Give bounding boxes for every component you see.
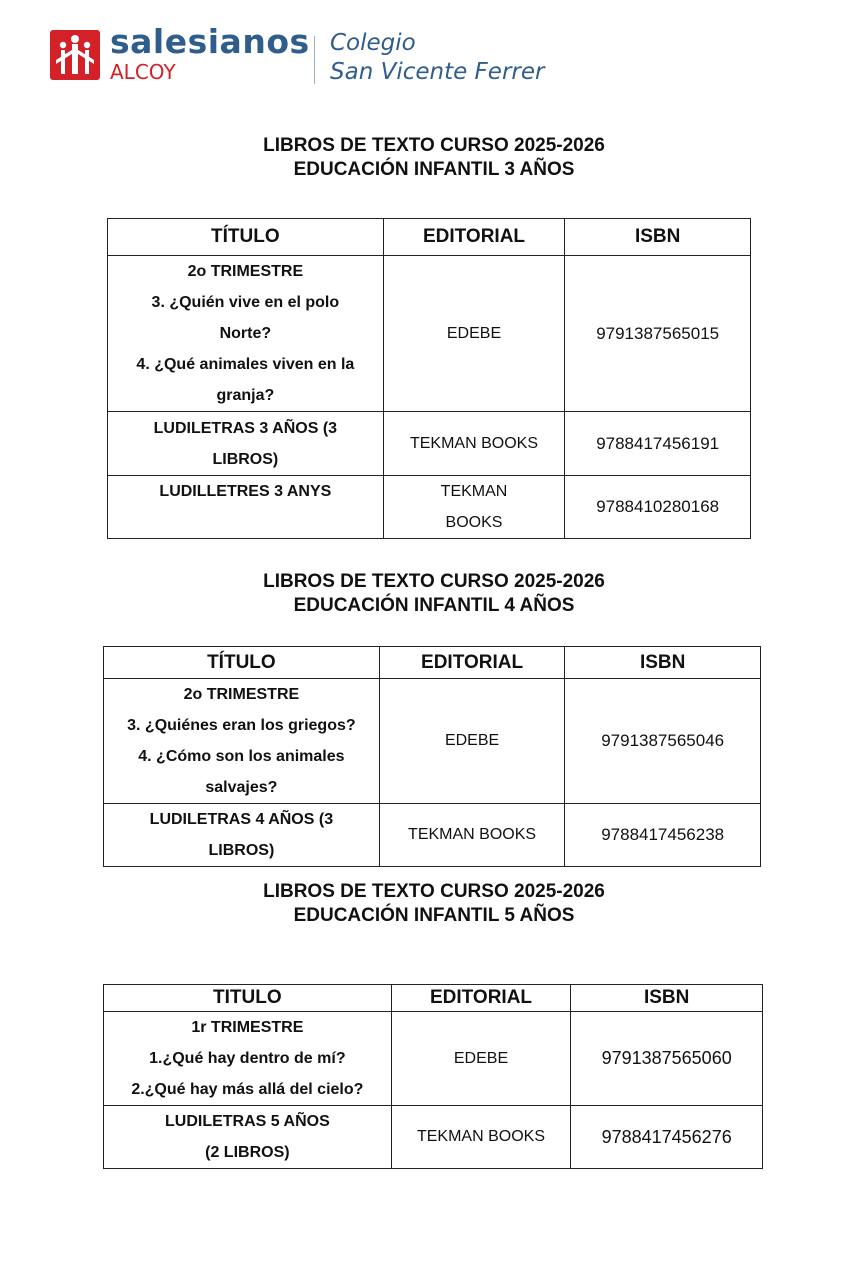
editorial-line: TEKMAN BOOKS xyxy=(409,434,539,452)
column-header-editorial: EDITORIAL xyxy=(391,985,571,1012)
title-line: LIBROS) xyxy=(208,842,275,859)
table-header-row xyxy=(104,647,761,679)
title-line: salvajes? xyxy=(205,779,278,796)
column-header-title: TITULO xyxy=(104,985,392,1012)
books-table-5-anos xyxy=(103,984,763,1169)
table-row xyxy=(108,256,751,412)
brand-name: salesianos xyxy=(110,22,310,61)
editorial-cell xyxy=(379,804,565,867)
column-header-editorial: EDITORIAL xyxy=(379,647,565,679)
title-line: LUDILETRAS 5 AÑOS xyxy=(164,1113,330,1130)
title-line: LIBROS) xyxy=(212,450,279,468)
title-line: 2o TRIMESTRE xyxy=(183,686,300,703)
table-row xyxy=(108,476,751,539)
title-line: LUDILETRAS 4 AÑOS (3 xyxy=(149,811,334,828)
book-title-cell xyxy=(108,412,384,476)
isbn-cell: 9788417456276 xyxy=(571,1106,763,1169)
book-title-cell xyxy=(108,476,384,539)
editorial-cell xyxy=(391,1106,571,1169)
school-header xyxy=(50,22,570,90)
column-header-title: TÍTULO xyxy=(108,219,384,256)
title-line: granja? xyxy=(216,387,275,404)
table-row xyxy=(104,1012,763,1106)
book-title-cell xyxy=(104,679,380,804)
title-line: 4. ¿Qué animales viven en la xyxy=(136,356,355,373)
table-row xyxy=(104,1106,763,1169)
editorial-line: EDEBE xyxy=(453,1049,509,1067)
table-row xyxy=(104,804,761,867)
table-header-row xyxy=(108,219,751,256)
section-heading-3-anos xyxy=(0,134,868,182)
editorial-line: EDEBE xyxy=(446,324,502,342)
heading-course: LIBROS DE TEXTO CURSO 2025-2026 xyxy=(263,135,605,156)
books-table-3-anos xyxy=(107,218,751,539)
salesianos-logo-icon xyxy=(50,30,100,80)
book-title-cell xyxy=(108,256,384,412)
heading-course: LIBROS DE TEXTO CURSO 2025-2026 xyxy=(263,881,605,902)
isbn-cell: 9788410280168 xyxy=(565,476,751,539)
heading-level: EDUCACIÓN INFANTIL 3 AÑOS xyxy=(293,159,575,180)
title-line: 1r TRIMESTRE xyxy=(191,1019,304,1036)
editorial-cell xyxy=(379,679,565,804)
title-line: (2 LIBROS) xyxy=(205,1144,290,1161)
editorial-cell xyxy=(383,412,565,476)
school-name-line1: Colegio xyxy=(330,30,416,56)
title-line: 2o TRIMESTRE xyxy=(187,263,304,280)
title-line: 2.¿Qué hay más allá del cielo? xyxy=(131,1081,364,1098)
table-header-row xyxy=(104,985,763,1012)
isbn-cell: 9791387565015 xyxy=(565,256,751,412)
title-line: 1.¿Qué hay dentro de mí? xyxy=(149,1050,346,1067)
table-row xyxy=(104,679,761,804)
column-header-editorial: EDITORIAL xyxy=(383,219,565,256)
column-header-title: TÍTULO xyxy=(104,647,380,679)
title-line: 4. ¿Cómo son los animales xyxy=(138,748,345,765)
brand-city: ALCOY xyxy=(110,60,176,84)
editorial-cell xyxy=(383,476,565,539)
table-row xyxy=(108,412,751,476)
editorial-cell xyxy=(391,1012,571,1106)
column-header-isbn: ISBN xyxy=(565,647,761,679)
title-line: LUDILETRAS 3 AÑOS (3 xyxy=(153,419,338,437)
title-line: 3. ¿Quiénes eran los griegos? xyxy=(127,717,356,734)
book-title-cell xyxy=(104,1012,392,1106)
title-line: 3. ¿Quién vive en el polo xyxy=(151,294,340,311)
title-line: Norte? xyxy=(219,325,272,342)
editorial-line: EDEBE xyxy=(444,732,500,749)
book-title-cell xyxy=(104,804,380,867)
books-table-4-anos xyxy=(103,646,761,867)
heading-level: EDUCACIÓN INFANTIL 4 AÑOS xyxy=(293,595,575,616)
isbn-cell: 9788417456191 xyxy=(565,412,751,476)
editorial-line: TEKMAN BOOKS xyxy=(416,1128,546,1145)
isbn-cell: 9791387565060 xyxy=(571,1012,763,1106)
editorial-line: TEKMAN BOOKS xyxy=(408,826,537,843)
header-divider xyxy=(314,36,315,84)
column-header-isbn: ISBN xyxy=(565,219,751,256)
editorial-line: TEKMAN xyxy=(440,483,508,500)
column-header-isbn: ISBN xyxy=(571,985,763,1012)
isbn-cell: 9791387565046 xyxy=(565,679,761,804)
section-heading-5-anos xyxy=(0,880,868,928)
heading-level: EDUCACIÓN INFANTIL 5 AÑOS xyxy=(293,905,575,926)
book-title-cell xyxy=(104,1106,392,1169)
section-heading-4-anos xyxy=(0,570,868,618)
editorial-line: BOOKS xyxy=(445,514,503,531)
title-line: LUDILLETRES 3 ANYS xyxy=(159,483,332,500)
heading-course: LIBROS DE TEXTO CURSO 2025-2026 xyxy=(263,571,605,592)
editorial-cell xyxy=(383,256,565,412)
school-name-line2: San Vicente Ferrer xyxy=(330,59,545,85)
isbn-cell: 9788417456238 xyxy=(565,804,761,867)
